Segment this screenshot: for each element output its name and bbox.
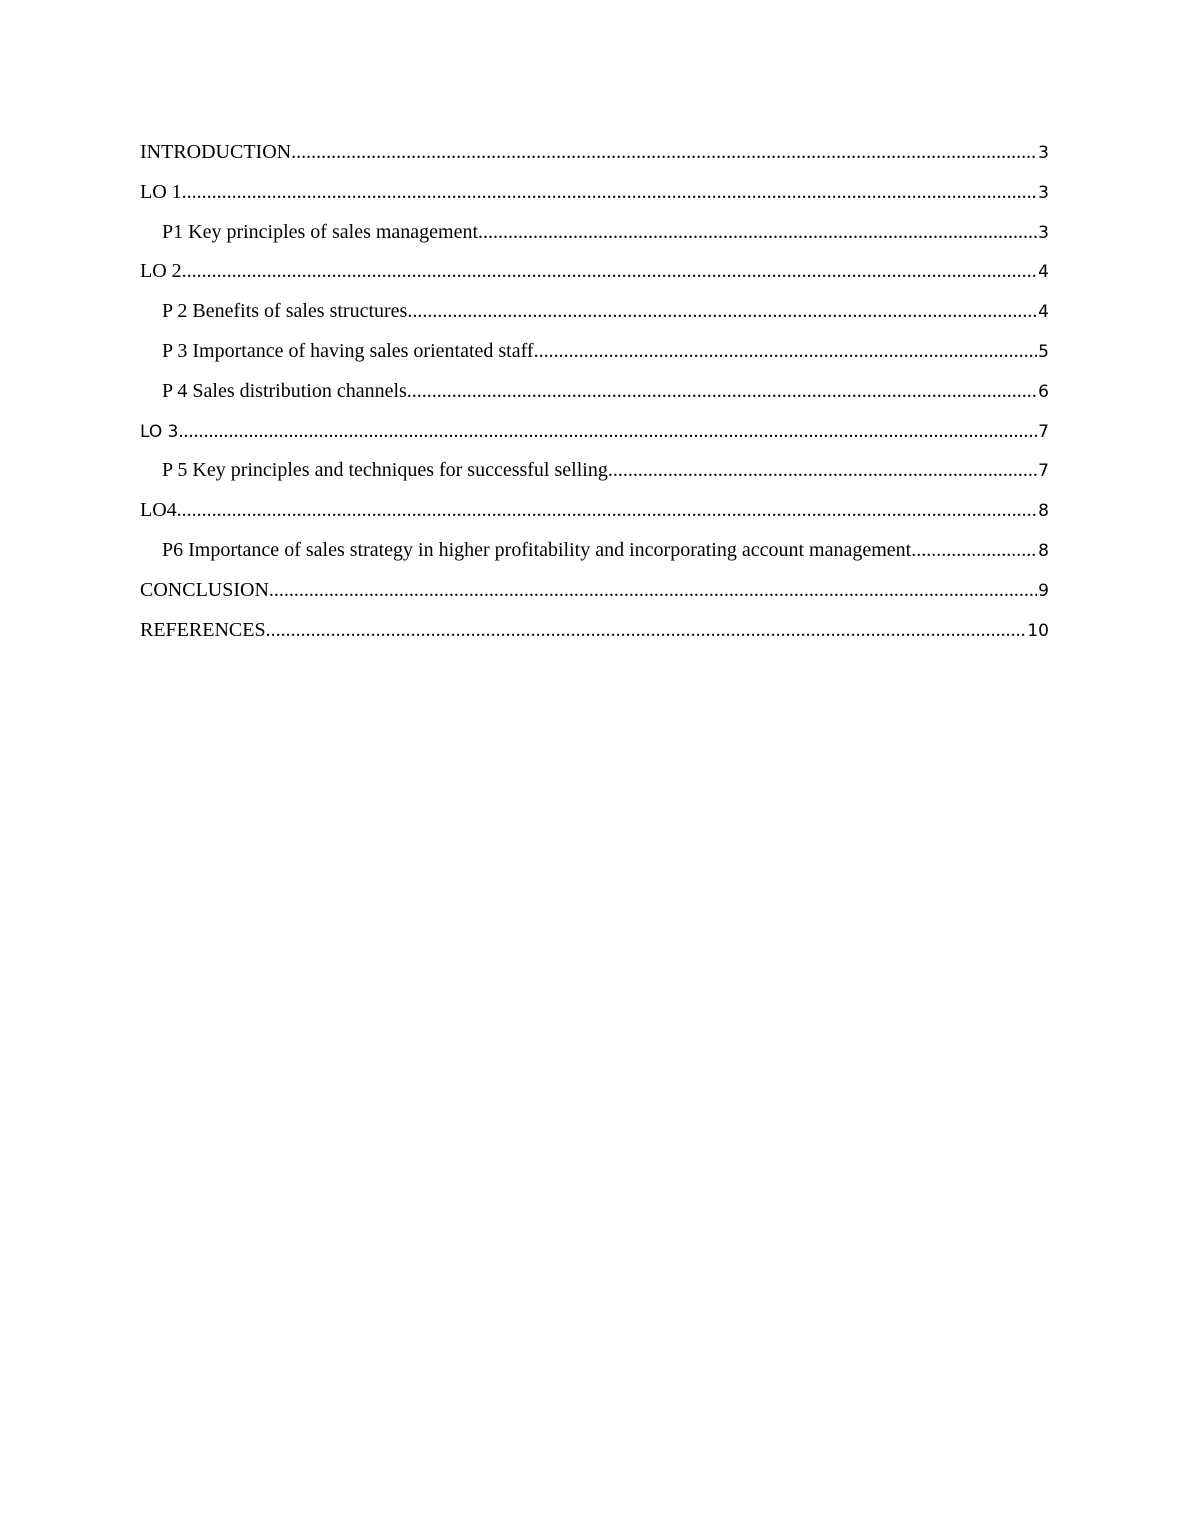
toc-dot-leader — [407, 372, 1037, 412]
toc-entry-references[interactable] — [140, 611, 1049, 651]
toc-entry-label: P 2 Benefits of sales structures — [162, 300, 408, 323]
toc-entry-p2[interactable] — [140, 292, 1049, 332]
toc-page-number: 9 — [1038, 580, 1049, 601]
toc-page-number: 5 — [1038, 341, 1049, 362]
toc-entry-label: P6 Importance of sales strategy in higher profitability and incorporating account management — [162, 538, 912, 561]
toc-dot-leader — [178, 412, 1037, 452]
toc-dot-leader — [534, 332, 1038, 372]
toc-entry-label: LO 2 — [140, 260, 182, 283]
toc-dot-leader — [266, 611, 1027, 651]
toc-entry-label: REFERENCES — [140, 618, 266, 641]
toc-page-number: 7 — [1038, 461, 1049, 482]
toc-dot-leader — [478, 213, 1037, 253]
toc-dot-leader — [182, 252, 1038, 292]
toc-dot-leader — [291, 133, 1037, 173]
toc-entry-label: P 3 Importance of having sales orientated staff — [162, 339, 534, 362]
toc-page-number: 8 — [1038, 501, 1049, 522]
toc-page-number: 4 — [1038, 302, 1049, 323]
toc-entry-label: INTRODUCTION — [140, 141, 292, 163]
toc-page-number: 6 — [1038, 381, 1049, 402]
toc-entry-lo1[interactable] — [140, 173, 1049, 213]
toc-entry-label: P1 Key principles of sales management — [162, 220, 479, 243]
toc-entry-label: CONCLUSION — [140, 578, 269, 601]
toc-dot-leader — [269, 571, 1037, 611]
toc-page-number: 8 — [1038, 540, 1049, 561]
toc-dot-leader — [608, 451, 1037, 491]
toc-entry-conclusion[interactable] — [140, 571, 1049, 611]
toc-page-number: 4 — [1038, 262, 1049, 283]
toc-entry-lo3[interactable] — [140, 412, 1049, 452]
toc-entry-introduction[interactable] — [140, 133, 1049, 173]
toc-page-number: 3 — [1038, 143, 1049, 163]
toc-entry-label: LO 3 — [140, 421, 179, 442]
toc-page-number: 3 — [1038, 222, 1049, 243]
toc-entry-label: P 5 Key principles and techniques for successful selling — [162, 459, 608, 482]
toc-entry-label: LO 1 — [140, 180, 182, 203]
toc-entry-lo2[interactable] — [140, 252, 1049, 292]
toc-page-number: 10 — [1027, 620, 1049, 641]
toc-entry-p6[interactable] — [140, 531, 1049, 571]
table-of-contents — [140, 133, 1049, 650]
toc-entry-label: P 4 Sales distribution channels — [162, 379, 407, 402]
toc-entry-p4[interactable] — [140, 372, 1049, 412]
toc-page-number: 3 — [1038, 182, 1049, 203]
toc-dot-leader — [407, 292, 1037, 332]
toc-entry-p3[interactable] — [140, 332, 1049, 372]
toc-entry-lo4[interactable] — [140, 491, 1049, 531]
toc-dot-leader — [182, 173, 1038, 213]
toc-page-number: 7 — [1038, 421, 1049, 442]
toc-entry-label: LO4 — [140, 499, 177, 522]
toc-dot-leader — [911, 531, 1037, 571]
toc-entry-p1[interactable] — [140, 213, 1049, 253]
toc-dot-leader — [177, 491, 1038, 531]
toc-entry-p5[interactable] — [140, 451, 1049, 491]
